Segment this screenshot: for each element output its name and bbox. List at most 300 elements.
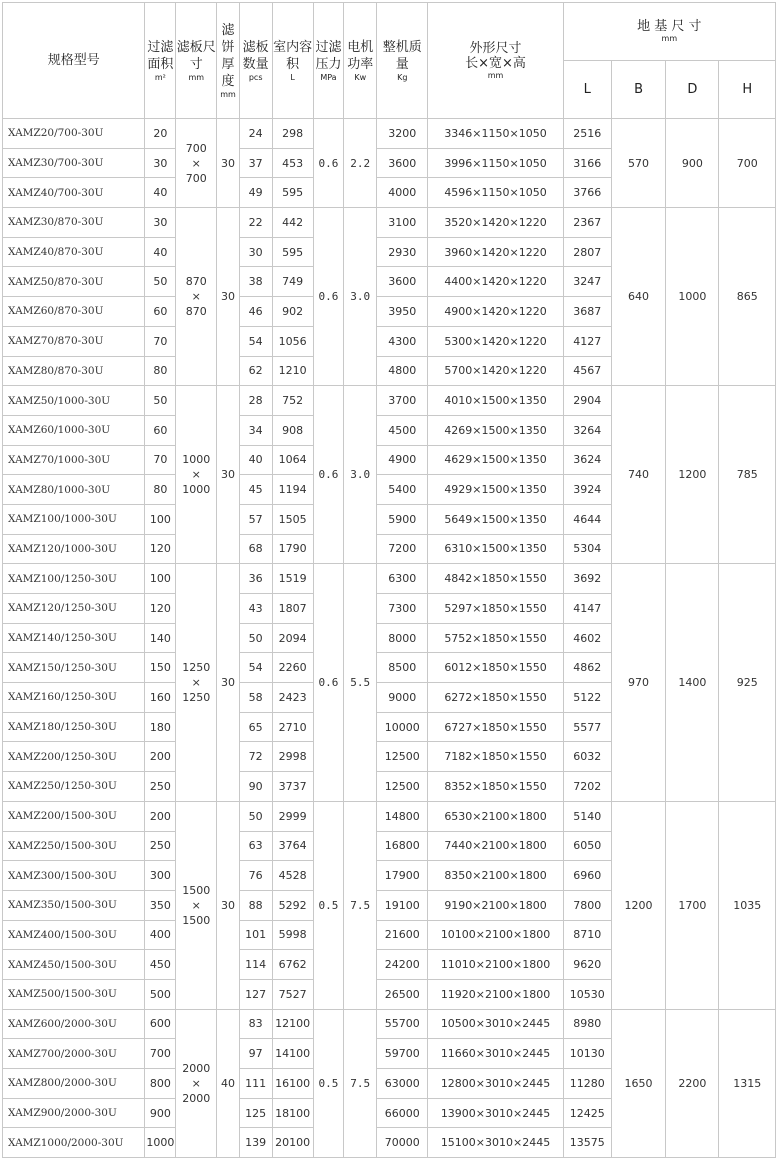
- header-weight: [377, 3, 428, 119]
- plate-size-cell: [176, 1009, 217, 1157]
- cake-thickness-cell: 30: [217, 801, 240, 1009]
- weight-cell: 9000: [377, 683, 428, 713]
- model-cell: XAMZ900/2000-30U: [3, 1098, 145, 1128]
- foundation-L-cell: 6050: [563, 831, 611, 861]
- plate-size-part: 1250: [182, 661, 211, 675]
- dimensions-cell: 3520×1420×1220: [428, 208, 563, 238]
- plate-count-cell: 127: [239, 979, 272, 1009]
- volume-cell: 1505: [272, 504, 313, 534]
- dimensions-cell: 3996×1150×1050: [428, 148, 563, 178]
- header-weight-label: 整机质量: [382, 39, 422, 72]
- plate-count-cell: 68: [239, 534, 272, 564]
- header-weight-unit: Kg: [397, 72, 408, 82]
- header-area-unit: m²: [154, 72, 166, 82]
- volume-cell: 902: [272, 297, 313, 327]
- plate-count-cell: 72: [239, 742, 272, 772]
- model-cell: XAMZ50/1000-30U: [3, 386, 145, 416]
- volume-cell: 1064: [272, 445, 313, 475]
- dimensions-cell: 6272×1850×1550: [428, 683, 563, 713]
- foundation-H-cell: 700: [719, 119, 776, 208]
- cake-thickness-cell: 30: [217, 208, 240, 386]
- foundation-H-cell: 785: [719, 386, 776, 564]
- plate-size-part: ×: [191, 156, 201, 170]
- model-cell: XAMZ50/870-30U: [3, 267, 145, 297]
- header-dims-sub: 长×宽×高: [465, 55, 526, 71]
- header-plate-size-unit: mm: [188, 72, 205, 82]
- plate-count-cell: 63: [239, 831, 272, 861]
- cake-thickness-cell: 40: [217, 1009, 240, 1157]
- plate-count-cell: 24: [239, 119, 272, 149]
- foundation-L-cell: 5304: [563, 534, 611, 564]
- foundation-L-cell: 4644: [563, 504, 611, 534]
- model-cell: XAMZ150/1250-30U: [3, 653, 145, 683]
- model-cell: XAMZ180/1250-30U: [3, 712, 145, 742]
- table-row: [3, 208, 776, 238]
- dimensions-cell: 4010×1500×1350: [428, 386, 563, 416]
- volume-cell: 7527: [272, 979, 313, 1009]
- weight-cell: 4800: [377, 356, 428, 386]
- power-cell: 7.5: [344, 1009, 377, 1157]
- weight-cell: 14800: [377, 801, 428, 831]
- volume-cell: 1194: [272, 475, 313, 505]
- weight-cell: 4300: [377, 326, 428, 356]
- plate-count-cell: 49: [239, 178, 272, 208]
- header-power: [344, 3, 377, 119]
- volume-cell: 1519: [272, 564, 313, 594]
- model-cell: XAMZ60/870-30U: [3, 297, 145, 327]
- foundation-D-cell: 1700: [666, 801, 719, 1009]
- dimensions-cell: 11920×2100×1800: [428, 979, 563, 1009]
- plate-count-cell: 58: [239, 683, 272, 713]
- volume-cell: 595: [272, 178, 313, 208]
- area-cell: 80: [145, 475, 176, 505]
- header-volume-label: 室内容积: [273, 39, 313, 72]
- dimensions-cell: 4269×1500×1350: [428, 415, 563, 445]
- plate-size-part: 870: [185, 305, 207, 319]
- area-cell: 140: [145, 623, 176, 653]
- volume-cell: 2260: [272, 653, 313, 683]
- area-cell: 400: [145, 920, 176, 950]
- foundation-L-cell: 2516: [563, 119, 611, 149]
- filter-press-spec-table: [2, 2, 776, 1158]
- area-cell: 700: [145, 1039, 176, 1069]
- foundation-D-cell: 1400: [666, 564, 719, 802]
- foundation-D-cell: 1000: [666, 208, 719, 386]
- plate-count-cell: 54: [239, 326, 272, 356]
- power-cell: 3.0: [344, 386, 377, 564]
- model-cell: XAMZ120/1250-30U: [3, 594, 145, 624]
- volume-cell: 453: [272, 148, 313, 178]
- header-cake-unit: mm: [220, 89, 236, 99]
- plate-count-cell: 111: [239, 1069, 272, 1099]
- area-cell: 70: [145, 326, 176, 356]
- weight-cell: 26500: [377, 979, 428, 1009]
- plate-count-cell: 90: [239, 772, 272, 802]
- weight-cell: 19100: [377, 890, 428, 920]
- model-cell: XAMZ70/1000-30U: [3, 445, 145, 475]
- weight-cell: 55700: [377, 1009, 428, 1039]
- model-cell: XAMZ250/1500-30U: [3, 831, 145, 861]
- area-cell: 50: [145, 267, 176, 297]
- dimensions-cell: 7440×2100×1800: [428, 831, 563, 861]
- area-cell: 800: [145, 1069, 176, 1099]
- plate-count-cell: 40: [239, 445, 272, 475]
- plate-count-cell: 54: [239, 653, 272, 683]
- weight-cell: 7200: [377, 534, 428, 564]
- volume-cell: 5998: [272, 920, 313, 950]
- foundation-L-cell: 3624: [563, 445, 611, 475]
- cake-thickness-cell: 30: [217, 119, 240, 208]
- weight-cell: 6300: [377, 564, 428, 594]
- plate-size-part: 1500: [182, 913, 211, 927]
- plate-size-part: 700: [185, 171, 207, 185]
- model-cell: XAMZ100/1250-30U: [3, 564, 145, 594]
- plate-count-cell: 38: [239, 267, 272, 297]
- foundation-B-cell: 740: [611, 386, 665, 564]
- volume-cell: 12100: [272, 1009, 313, 1039]
- dimensions-cell: 6310×1500×1350: [428, 534, 563, 564]
- foundation-L-cell: 3166: [563, 148, 611, 178]
- weight-cell: 4000: [377, 178, 428, 208]
- header-pressure-unit: MPa: [320, 72, 337, 82]
- area-cell: 120: [145, 534, 176, 564]
- plate-count-cell: 45: [239, 475, 272, 505]
- power-cell: 2.2: [344, 119, 377, 208]
- area-cell: 70: [145, 445, 176, 475]
- volume-cell: 908: [272, 415, 313, 445]
- model-cell: XAMZ200/1500-30U: [3, 801, 145, 831]
- header-area-label: 过滤面积: [147, 39, 174, 72]
- area-cell: 180: [145, 712, 176, 742]
- dimensions-cell: 4929×1500×1350: [428, 475, 563, 505]
- power-cell: 5.5: [344, 564, 377, 802]
- foundation-L-cell: 3247: [563, 267, 611, 297]
- area-cell: 120: [145, 594, 176, 624]
- foundation-B-cell: 570: [611, 119, 665, 208]
- plate-size-part: 700: [185, 141, 207, 155]
- weight-cell: 5400: [377, 475, 428, 505]
- model-cell: XAMZ160/1250-30U: [3, 683, 145, 713]
- plate-size-part: ×: [191, 676, 201, 690]
- header-pressure-label: 过滤压力: [315, 39, 342, 72]
- model-cell: XAMZ40/870-30U: [3, 237, 145, 267]
- cake-thickness-cell: 30: [217, 386, 240, 564]
- volume-cell: 595: [272, 237, 313, 267]
- dimensions-cell: 6727×1850×1550: [428, 712, 563, 742]
- dimensions-cell: 12800×3010×2445: [428, 1069, 563, 1099]
- weight-cell: 2930: [377, 237, 428, 267]
- dimensions-cell: 8352×1850×1550: [428, 772, 563, 802]
- plate-count-cell: 36: [239, 564, 272, 594]
- weight-cell: 8000: [377, 623, 428, 653]
- plate-count-cell: 88: [239, 890, 272, 920]
- weight-cell: 3100: [377, 208, 428, 238]
- header-plates-unit: pcs: [248, 72, 263, 82]
- area-cell: 30: [145, 208, 176, 238]
- weight-cell: 12500: [377, 772, 428, 802]
- header-B: B: [611, 61, 665, 119]
- table-row: [3, 119, 776, 149]
- model-cell: XAMZ100/1000-30U: [3, 504, 145, 534]
- header-foundation-unit: mm: [661, 34, 678, 43]
- volume-cell: 16100: [272, 1069, 313, 1099]
- weight-cell: 10000: [377, 712, 428, 742]
- spec-table-body: [3, 119, 776, 1158]
- header-H: H: [719, 61, 776, 119]
- weight-cell: 3700: [377, 386, 428, 416]
- plate-count-cell: 50: [239, 623, 272, 653]
- foundation-L-cell: 3692: [563, 564, 611, 594]
- plate-count-cell: 57: [239, 504, 272, 534]
- header-foundation-label: 地 基 尺 寸: [637, 19, 702, 34]
- plate-size-part: 1250: [182, 691, 211, 705]
- plate-count-cell: 114: [239, 950, 272, 980]
- area-cell: 200: [145, 742, 176, 772]
- foundation-L-cell: 13575: [563, 1128, 611, 1158]
- area-cell: 150: [145, 653, 176, 683]
- header-power-unit: Kw: [354, 72, 367, 82]
- dimensions-cell: 6012×1850×1550: [428, 653, 563, 683]
- plate-size-part: 1000: [182, 453, 211, 467]
- dimensions-cell: 10100×2100×1800: [428, 920, 563, 950]
- area-cell: 300: [145, 861, 176, 891]
- plate-count-cell: 125: [239, 1098, 272, 1128]
- foundation-L-cell: 9620: [563, 950, 611, 980]
- header-pressure: [313, 3, 344, 119]
- plate-count-cell: 97: [239, 1039, 272, 1069]
- dimensions-cell: 8350×2100×1800: [428, 861, 563, 891]
- foundation-L-cell: 4602: [563, 623, 611, 653]
- weight-cell: 12500: [377, 742, 428, 772]
- model-cell: XAMZ30/700-30U: [3, 148, 145, 178]
- weight-cell: 5900: [377, 504, 428, 534]
- area-cell: 40: [145, 237, 176, 267]
- area-cell: 100: [145, 564, 176, 594]
- header-plates: [239, 3, 272, 119]
- dimensions-cell: 11010×2100×1800: [428, 950, 563, 980]
- area-cell: 60: [145, 297, 176, 327]
- foundation-L-cell: 8710: [563, 920, 611, 950]
- volume-cell: 20100: [272, 1128, 313, 1158]
- header-dims: [428, 3, 563, 119]
- plate-count-cell: 30: [239, 237, 272, 267]
- area-cell: 60: [145, 415, 176, 445]
- power-cell: 3.0: [344, 208, 377, 386]
- weight-cell: 66000: [377, 1098, 428, 1128]
- plate-size-part: ×: [191, 1076, 201, 1090]
- foundation-L-cell: 6960: [563, 861, 611, 891]
- area-cell: 600: [145, 1009, 176, 1039]
- plate-count-cell: 46: [239, 297, 272, 327]
- plate-size-cell: [176, 801, 217, 1009]
- model-cell: XAMZ80/870-30U: [3, 356, 145, 386]
- weight-cell: 3950: [377, 297, 428, 327]
- volume-cell: 1210: [272, 356, 313, 386]
- area-cell: 500: [145, 979, 176, 1009]
- header-cake-label: 滤饼厚度: [221, 22, 235, 89]
- model-cell: XAMZ250/1250-30U: [3, 772, 145, 802]
- plate-size-part: 2000: [182, 1091, 211, 1105]
- foundation-D-cell: 900: [666, 119, 719, 208]
- area-cell: 900: [145, 1098, 176, 1128]
- volume-cell: 14100: [272, 1039, 313, 1069]
- dimensions-cell: 5700×1420×1220: [428, 356, 563, 386]
- model-cell: XAMZ450/1500-30U: [3, 950, 145, 980]
- foundation-L-cell: 2367: [563, 208, 611, 238]
- header-volume-unit: L: [290, 72, 295, 82]
- plate-count-cell: 65: [239, 712, 272, 742]
- weight-cell: 4900: [377, 445, 428, 475]
- foundation-L-cell: 8980: [563, 1009, 611, 1039]
- weight-cell: 17900: [377, 861, 428, 891]
- header-plate-size-label: 滤板尺寸: [176, 39, 216, 72]
- plate-count-cell: 62: [239, 356, 272, 386]
- model-cell: XAMZ40/700-30U: [3, 178, 145, 208]
- foundation-L-cell: 3924: [563, 475, 611, 505]
- plate-count-cell: 139: [239, 1128, 272, 1158]
- area-cell: 1000: [145, 1128, 176, 1158]
- volume-cell: 752: [272, 386, 313, 416]
- plate-size-part: ×: [191, 290, 201, 304]
- dimensions-cell: 4900×1420×1220: [428, 297, 563, 327]
- foundation-L-cell: 6032: [563, 742, 611, 772]
- area-cell: 250: [145, 772, 176, 802]
- plate-size-cell: [176, 386, 217, 564]
- volume-cell: 442: [272, 208, 313, 238]
- foundation-H-cell: 1035: [719, 801, 776, 1009]
- weight-cell: 7300: [377, 594, 428, 624]
- area-cell: 20: [145, 119, 176, 149]
- volume-cell: 2999: [272, 801, 313, 831]
- dimensions-cell: 15100×3010×2445: [428, 1128, 563, 1158]
- dimensions-cell: 5752×1850×1550: [428, 623, 563, 653]
- foundation-L-cell: 12425: [563, 1098, 611, 1128]
- volume-cell: 298: [272, 119, 313, 149]
- foundation-B-cell: 1200: [611, 801, 665, 1009]
- dimensions-cell: 4596×1150×1050: [428, 178, 563, 208]
- foundation-H-cell: 1315: [719, 1009, 776, 1157]
- header-dims-unit: mm: [487, 70, 504, 80]
- pressure-cell: 0.6: [313, 208, 344, 386]
- header-volume: [272, 3, 313, 119]
- header-cake: [217, 3, 240, 119]
- model-cell: XAMZ300/1500-30U: [3, 861, 145, 891]
- foundation-L-cell: 7202: [563, 772, 611, 802]
- foundation-L-cell: 4147: [563, 594, 611, 624]
- header-plate-size: [176, 3, 217, 119]
- weight-cell: 63000: [377, 1069, 428, 1099]
- plate-size-part: 1500: [182, 883, 211, 897]
- pressure-cell: 0.6: [313, 119, 344, 208]
- model-cell: XAMZ1000/2000-30U: [3, 1128, 145, 1158]
- pressure-cell: 0.5: [313, 801, 344, 1009]
- dimensions-cell: 9190×2100×1800: [428, 890, 563, 920]
- plate-size-part: 1000: [182, 483, 211, 497]
- volume-cell: 2423: [272, 683, 313, 713]
- pressure-cell: 0.6: [313, 386, 344, 564]
- dimensions-cell: 3960×1420×1220: [428, 237, 563, 267]
- model-cell: XAMZ30/870-30U: [3, 208, 145, 238]
- area-cell: 350: [145, 890, 176, 920]
- header-plates-label: 滤板数量: [242, 39, 269, 72]
- header-power-label: 电机功率: [347, 39, 374, 72]
- model-cell: XAMZ60/1000-30U: [3, 415, 145, 445]
- power-cell: 7.5: [344, 801, 377, 1009]
- dimensions-cell: 7182×1850×1550: [428, 742, 563, 772]
- foundation-H-cell: 925: [719, 564, 776, 802]
- plate-count-cell: 34: [239, 415, 272, 445]
- foundation-D-cell: 1200: [666, 386, 719, 564]
- weight-cell: 70000: [377, 1128, 428, 1158]
- dimensions-cell: 6530×2100×1800: [428, 801, 563, 831]
- model-cell: XAMZ600/2000-30U: [3, 1009, 145, 1039]
- weight-cell: 59700: [377, 1039, 428, 1069]
- volume-cell: 3737: [272, 772, 313, 802]
- foundation-L-cell: 10530: [563, 979, 611, 1009]
- area-cell: 50: [145, 386, 176, 416]
- pressure-cell: 0.5: [313, 1009, 344, 1157]
- weight-cell: 3600: [377, 267, 428, 297]
- plate-count-cell: 22: [239, 208, 272, 238]
- volume-cell: 1056: [272, 326, 313, 356]
- model-cell: XAMZ350/1500-30U: [3, 890, 145, 920]
- volume-cell: 18100: [272, 1098, 313, 1128]
- weight-cell: 16800: [377, 831, 428, 861]
- dimensions-cell: 4629×1500×1350: [428, 445, 563, 475]
- plate-size-part: 870: [185, 275, 207, 289]
- dimensions-cell: 11660×3010×2445: [428, 1039, 563, 1069]
- weight-cell: 3600: [377, 148, 428, 178]
- plate-size-cell: [176, 119, 217, 208]
- volume-cell: 1807: [272, 594, 313, 624]
- foundation-L-cell: 2904: [563, 386, 611, 416]
- plate-count-cell: 28: [239, 386, 272, 416]
- foundation-L-cell: 3264: [563, 415, 611, 445]
- dimensions-cell: 13900×3010×2445: [428, 1098, 563, 1128]
- area-cell: 30: [145, 148, 176, 178]
- volume-cell: 749: [272, 267, 313, 297]
- header-D: D: [666, 61, 719, 119]
- foundation-L-cell: 4862: [563, 653, 611, 683]
- pressure-cell: 0.6: [313, 564, 344, 802]
- cake-thickness-cell: 30: [217, 564, 240, 802]
- header-L: L: [563, 61, 611, 119]
- model-cell: XAMZ20/700-30U: [3, 119, 145, 149]
- foundation-L-cell: 2807: [563, 237, 611, 267]
- foundation-L-cell: 3766: [563, 178, 611, 208]
- volume-cell: 5292: [272, 890, 313, 920]
- model-cell: XAMZ70/870-30U: [3, 326, 145, 356]
- header-dims-label: 外形尺寸: [469, 40, 522, 56]
- foundation-B-cell: 1650: [611, 1009, 665, 1157]
- plate-count-cell: 43: [239, 594, 272, 624]
- model-cell: XAMZ800/2000-30U: [3, 1069, 145, 1099]
- weight-cell: 8500: [377, 653, 428, 683]
- plate-size-cell: [176, 208, 217, 386]
- table-row: [3, 801, 776, 831]
- foundation-L-cell: 4127: [563, 326, 611, 356]
- foundation-L-cell: 11280: [563, 1069, 611, 1099]
- plate-size-part: 2000: [182, 1061, 211, 1075]
- model-cell: XAMZ200/1250-30U: [3, 742, 145, 772]
- plate-count-cell: 76: [239, 861, 272, 891]
- plate-size-cell: [176, 564, 217, 802]
- plate-count-cell: 50: [239, 801, 272, 831]
- model-cell: XAMZ140/1250-30U: [3, 623, 145, 653]
- area-cell: 160: [145, 683, 176, 713]
- dimensions-cell: 5297×1850×1550: [428, 594, 563, 624]
- model-cell: XAMZ120/1000-30U: [3, 534, 145, 564]
